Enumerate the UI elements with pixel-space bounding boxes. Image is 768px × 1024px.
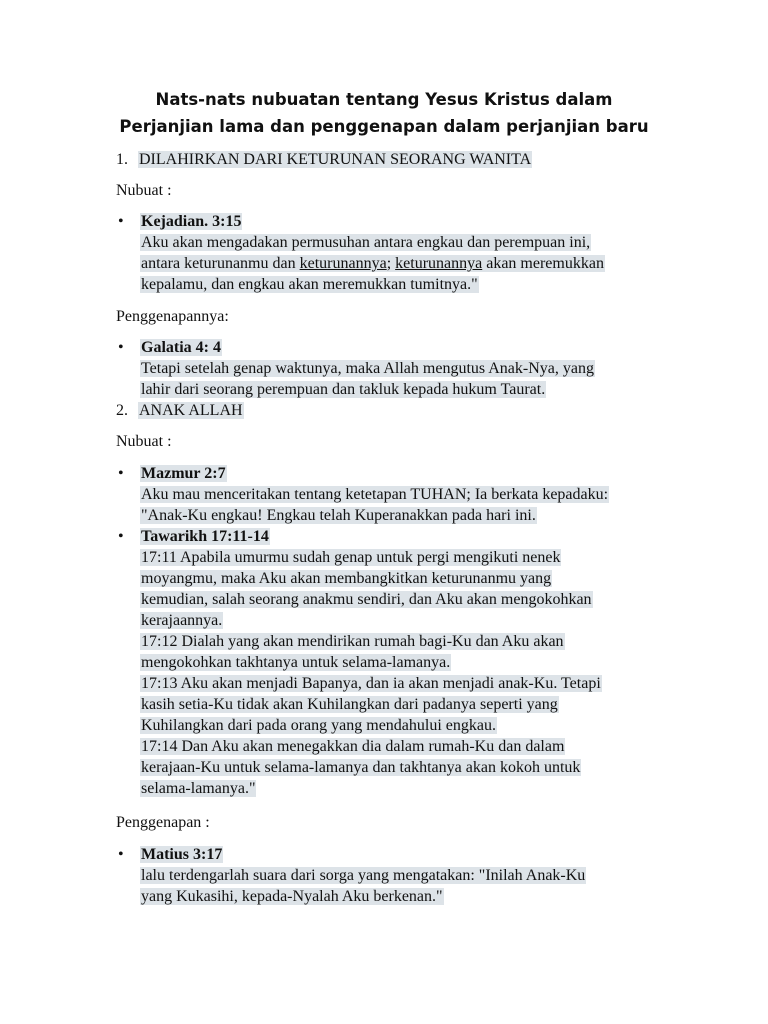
verse-text-line: 17:12 Dialah yang akan mendirikan rumah bagi-Ku dan Aku akan bbox=[141, 633, 564, 650]
verse-reference: Tawarikh 17:11-14 bbox=[141, 528, 269, 545]
verse-text-line: kemudian, salah seorang anakmu sendiri, dan Aku akan mengokohkan bbox=[141, 591, 592, 608]
verse-text-line: Kuhilangkan dari pada orang yang mendahului engkau. bbox=[141, 717, 496, 734]
document-title-line-2: Perjanjian lama dan penggenapan dalam perjanjian baru bbox=[119, 117, 649, 136]
section-number: 2. bbox=[116, 402, 128, 419]
underlined-word: keturunannya bbox=[299, 255, 387, 272]
bullet-icon: • bbox=[118, 528, 124, 545]
verse-text-line: moyangmu, maka Aku akan membangkitkan keturunanmu yang bbox=[141, 570, 552, 587]
penggenapan-label: Penggenapannya: bbox=[116, 308, 229, 325]
verse-text-line: lahir dari seorang perempuan dan takluk kepada hukum Taurat. bbox=[141, 381, 546, 398]
bullet-icon: • bbox=[118, 339, 124, 356]
section-number: 1. bbox=[116, 151, 128, 168]
verse-text-line: lalu terdengarlah suara dari sorga yang mengatakan: "Inilah Anak-Ku bbox=[141, 867, 586, 884]
verse-reference: Kejadian. 3:15 bbox=[141, 213, 242, 230]
verse-text-line: kerajaannya. bbox=[141, 612, 223, 629]
verse-text-line: kepalamu, dan engkau akan meremukkan tumitnya." bbox=[141, 276, 478, 293]
verse-reference: Matius 3:17 bbox=[141, 846, 223, 863]
nubuat-label: Nubuat : bbox=[116, 182, 172, 199]
verse-text-line: kasih setia-Ku tidak akan Kuhilangkan dari padanya seperti yang bbox=[141, 696, 558, 713]
verse-text-line: selama-lamanya." bbox=[141, 780, 256, 797]
bullet-icon: • bbox=[118, 465, 124, 482]
bullet-icon: • bbox=[118, 213, 124, 230]
verse-text-line: "Anak-Ku engkau! Engkau telah Kuperanakkan pada hari ini. bbox=[141, 507, 536, 524]
verse-reference: Mazmur 2:7 bbox=[141, 465, 226, 482]
verse-text-line: Tetapi setelah genap waktunya, maka Allah mengutus Anak-Nya, yang bbox=[141, 360, 594, 377]
verse-text-line: kerajaan-Ku untuk selama-lamanya dan takhtanya akan kokoh untuk bbox=[141, 759, 581, 776]
penggenapan-label: Penggenapan : bbox=[116, 814, 210, 831]
underlined-word: keturunannya bbox=[395, 255, 483, 272]
verse-reference: Galatia 4: 4 bbox=[141, 339, 221, 356]
verse-text-line: 17:14 Dan Aku akan menegakkan dia dalam rumah-Ku dan dalam bbox=[141, 738, 565, 755]
nubuat-label: Nubuat : bbox=[116, 433, 172, 450]
bullet-icon: • bbox=[118, 846, 124, 863]
section-heading: DILAHIRKAN DARI KETURUNAN SEORANG WANITA bbox=[139, 151, 532, 168]
verse-text-line: antara keturunanmu dan keturunannya; keturunannya akan meremukkan bbox=[141, 255, 604, 272]
section-heading: ANAK ALLAH bbox=[139, 402, 243, 419]
verse-text-line: yang Kukasihi, kepada-Nyalah Aku berkenan." bbox=[141, 888, 443, 905]
verse-text-line: 17:11 Apabila umurmu sudah genap untuk pergi mengikuti nenek bbox=[141, 549, 561, 566]
verse-text-line: Aku akan mengadakan permusuhan antara engkau dan perempuan ini, bbox=[141, 234, 591, 251]
verse-text-line: mengokohkan takhtanya untuk selama-lamanya. bbox=[141, 654, 451, 671]
document-title-line-1: Nats-nats nubuatan tentang Yesus Kristus dalam bbox=[155, 90, 613, 109]
verse-text-line: Aku mau menceritakan tentang ketetapan TUHAN; Ia berkata kepadaku: bbox=[141, 486, 609, 503]
verse-text-line: 17:13 Aku akan menjadi Bapanya, dan ia akan menjadi anak-Ku. Tetapi bbox=[141, 675, 601, 692]
